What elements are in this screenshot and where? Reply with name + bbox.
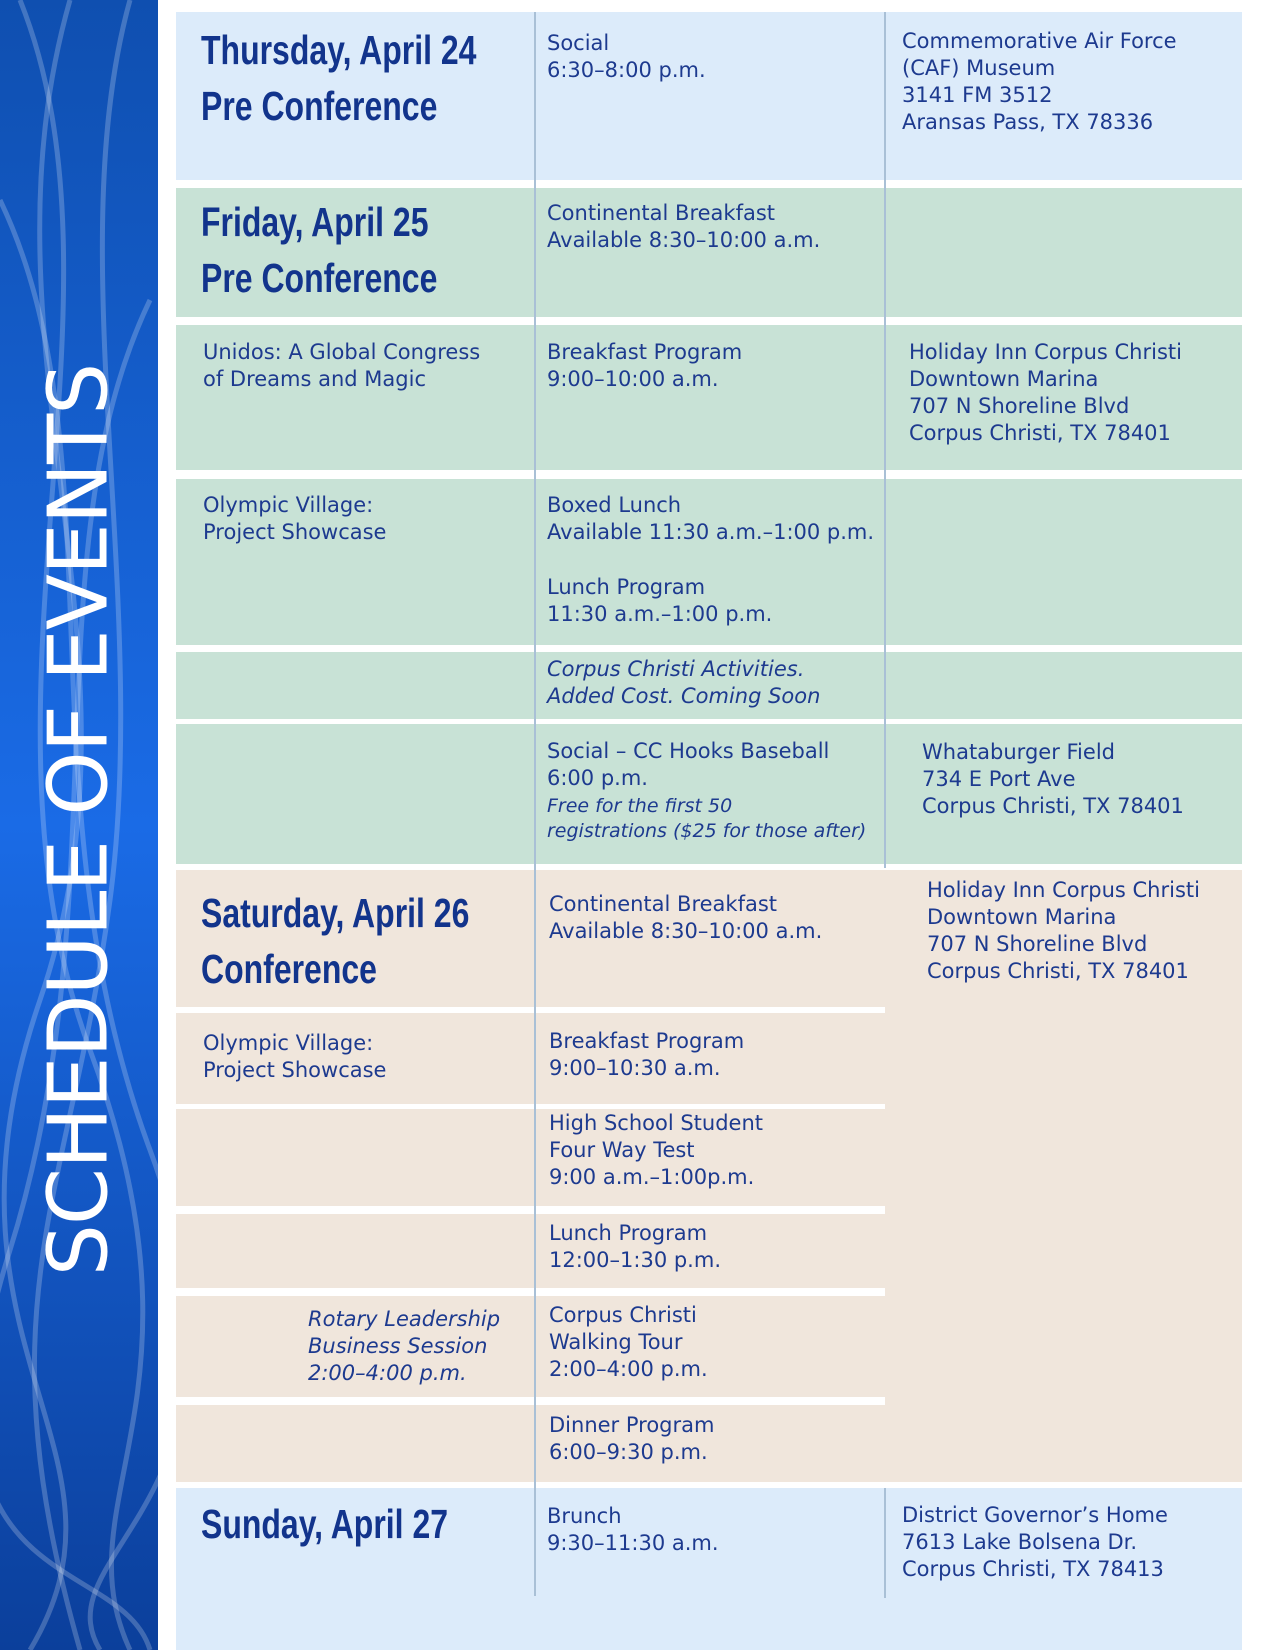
saturday-rotary-band [176,1296,885,1397]
column-divider-left [534,12,536,1596]
unidos-location: Holiday Inn Corpus Christi Downtown Marina 707 N Shoreline Blvd Corpus Christi, TX 78401 [909,340,1182,445]
saturday-four-way-test: High School Student Four Way Test 9:00 a.m.–1:00p.m. [549,1111,763,1189]
thursday-heading: Thursday, April 24 Pre Conference [201,27,477,129]
saturday-breakfast: Continental Breakfast Available 8:30–10:00 a.m. [549,892,823,943]
friday-lunch-program: Lunch Program 11:30 a.m.–1:00 p.m. [547,575,773,626]
friday-social-note: Free for the first 50 registrations ($25 for those after) [547,795,867,842]
friday-social-location: Whataburger Field 734 E Port Ave Corpus Christi, TX 78401 [922,740,1184,818]
sidebar [0,0,158,1650]
saturday-dinner-band [176,1405,885,1482]
sunday-event: Brunch 9:30–11:30 a.m. [547,1504,719,1555]
saturday-fourway-band [176,1109,885,1206]
saturday-location: Holiday Inn Corpus Christi Downtown Marina 707 N Shoreline Blvd Corpus Christi, TX 78401 [927,878,1200,983]
saturday-heading: Saturday, April 26 Conference [201,890,470,992]
friday-breakfast: Continental Breakfast Available 8:30–10:00 a.m. [547,201,821,252]
sunday-location: District Governor’s Home 7613 Lake Bolsena Dr. Corpus Christi, TX 78413 [902,1503,1168,1581]
friday-social-event: Social – CC Hooks Baseball 6:00 p.m. [547,739,830,790]
saturday-breakfast-program: Breakfast Program 9:00–10:30 a.m. [549,1029,745,1080]
friday-activities: Corpus Christi Activities. Added Cost. Coming Soon [547,657,821,708]
saturday-walking-tour: Corpus Christi Walking Tour 2:00–4:00 p.m. [549,1303,708,1381]
column-divider-right-sunday [884,1488,886,1598]
saturday-dinner: Dinner Program 6:00–9:30 p.m. [549,1413,715,1464]
saturday-lunch: Lunch Program 12:00–1:30 p.m. [549,1221,721,1272]
friday-boxed-lunch: Boxed Lunch Available 11:30 a.m.–1:00 p.m. [547,493,875,544]
saturday-lunch-band [176,1214,885,1288]
friday-village-title: Olympic Village: Project Showcase [203,493,387,544]
thursday-event: Social 6:30–8:00 p.m. [547,31,706,82]
sunday-heading: Sunday, April 27 [201,1501,449,1547]
schedule-title: SCHEDULE OF EVENTS [31,363,127,1277]
friday-heading: Friday, April 25 Pre Conference [201,199,438,301]
unidos-event: Breakfast Program 9:00–10:00 a.m. [547,340,743,391]
saturday-rotary-session: Rotary Leadership Business Session 2:00–4:00 p.m. [308,1307,501,1385]
saturday-village-title: Olympic Village: Project Showcase [203,1031,387,1082]
thursday-location: Commemorative Air Force (CAF) Museum 3141 FM 3512 Aransas Pass, TX 78336 [902,29,1177,134]
column-divider-right [884,12,886,868]
unidos-title: Unidos: A Global Congress of Dreams and Magic [203,340,481,391]
